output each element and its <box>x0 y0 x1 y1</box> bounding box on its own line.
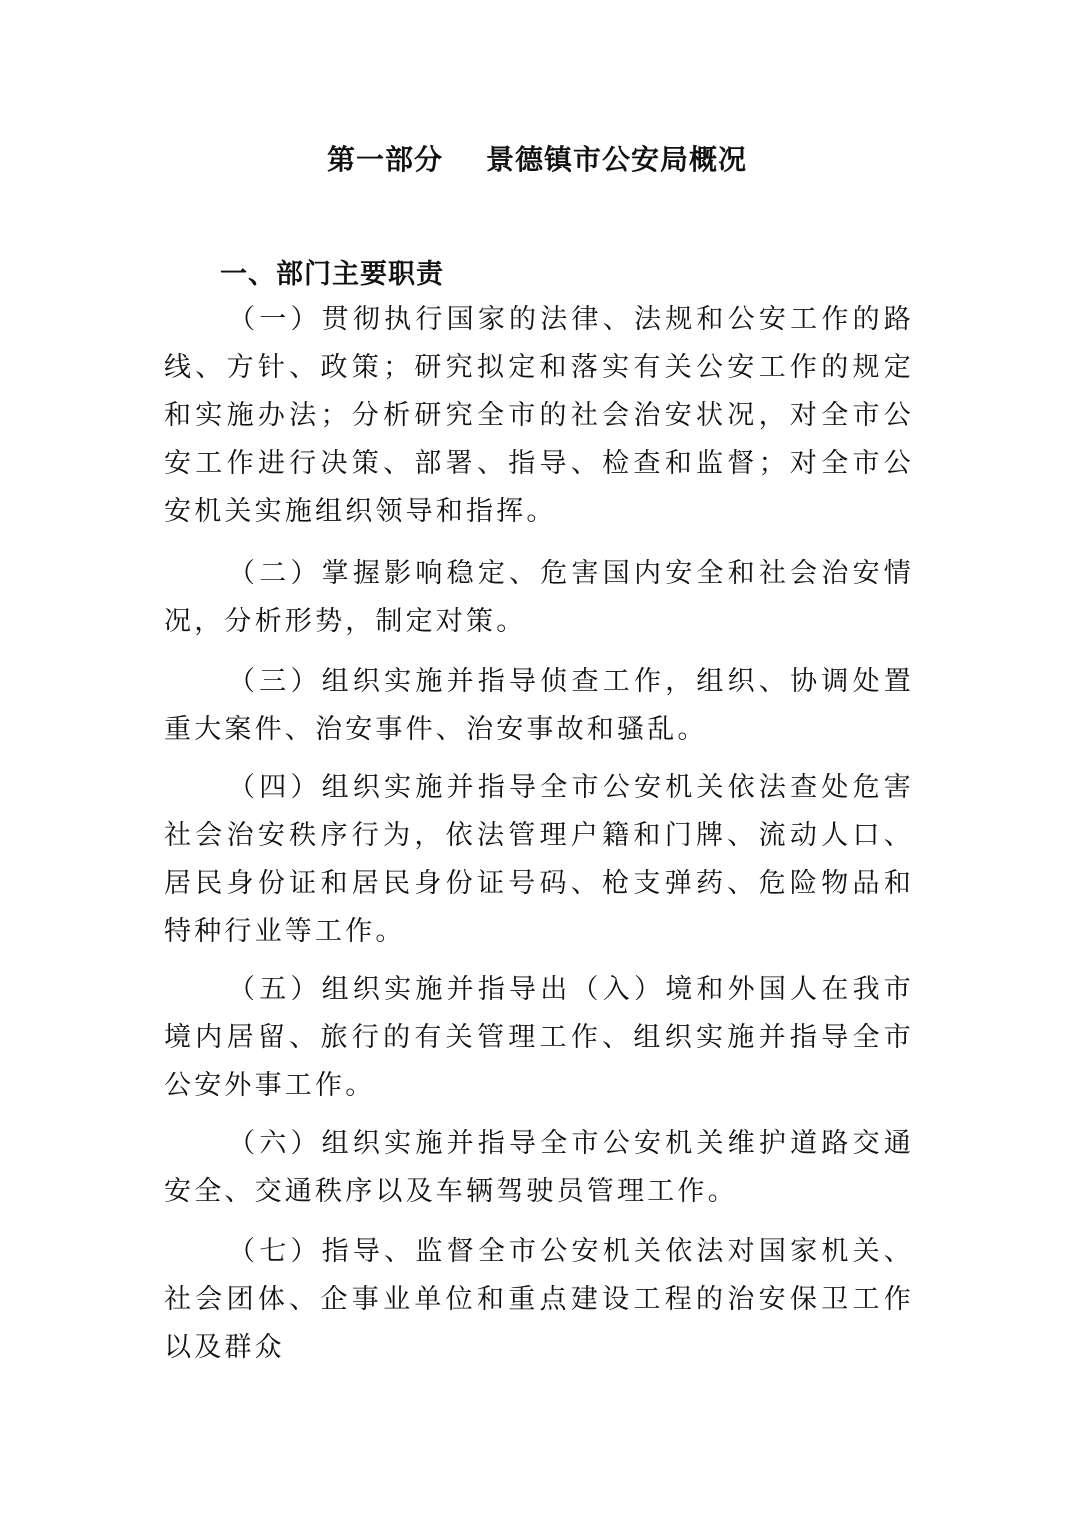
section-heading: 一、部门主要职责 <box>220 259 444 290</box>
paragraph-duty-3: （三）组织实施并指导侦查工作，组织、协调处置重大案件、治安事件、治安事故和骚乱。 <box>164 666 914 745</box>
page-title: 第一部分 景德镇市公安局概况 <box>327 143 747 176</box>
paragraph-duty-7: （七）指导、监督全市公安机关依法对国家机关、社会团体、企事业单位和重点建设工程的治安保卫工作以及群众 <box>164 1236 914 1363</box>
paragraph-duty-4: （四）组织实施并指导全市公安机关依法查处危害社会治安秩序行为，依法管理户籍和门牌、流动人口、居民身份证和居民身份证号码、枪支弹药、危险物品和特种行业等工作。 <box>164 772 914 947</box>
paragraph-duty-6: （六）组织实施并指导全市公安机关维护道路交通安全、交通秩序以及车辆驾驶员管理工作。 <box>164 1128 914 1207</box>
paragraph-duty-2: （二）掌握影响稳定、危害国内安全和社会治安情况，分析形势，制定对策。 <box>164 558 914 637</box>
paragraph-duty-5: （五）组织实施并指导出（入）境和外国人在我市境内居留、旅行的有关管理工作、组织实施并指导全市公安外事工作。 <box>164 974 914 1101</box>
paragraph-duty-1: （一）贯彻执行国家的法律、法规和公安工作的路线、方针、政策；研究拟定和落实有关公安工作的规定和实施办法；分析研究全市的社会治安状况，对全市公安工作进行决策、部署、指导、检查和监督；对全市公安机关实施组织领导和指挥。 <box>164 304 914 527</box>
